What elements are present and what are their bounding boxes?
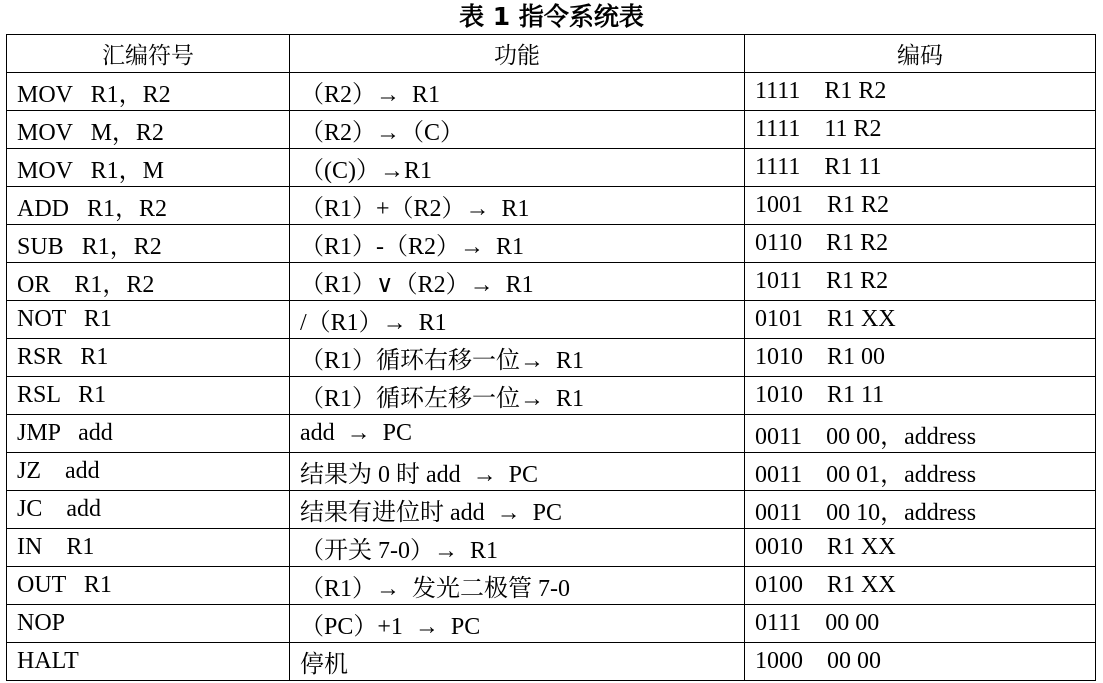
function-cell: （R1）循环右移一位→ R1	[290, 339, 745, 377]
table-row	[7, 73, 1096, 111]
table-row	[7, 605, 1096, 643]
function-cell: （R2）→（C）	[290, 111, 745, 149]
table-row	[7, 567, 1096, 605]
encoding-cell: 0011 00 01，address	[745, 453, 1096, 491]
table-row	[7, 263, 1096, 301]
function-cell: （R1）+（R2）→ R1	[290, 187, 745, 225]
assembly-cell: OUT R1	[7, 567, 290, 605]
encoding-cell: 0101 R1 XX	[745, 301, 1096, 339]
header-function: 功能	[290, 35, 745, 73]
table-row	[7, 643, 1096, 681]
assembly-cell: OR R1，R2	[7, 263, 290, 301]
table-row	[7, 491, 1096, 529]
assembly-cell: MOV R1，M	[7, 149, 290, 187]
function-cell: （R1）-（R2）→ R1	[290, 225, 745, 263]
encoding-cell: 0010 R1 XX	[745, 529, 1096, 567]
encoding-cell: 1001 R1 R2	[745, 187, 1096, 225]
encoding-cell: 1010 R1 11	[745, 377, 1096, 415]
encoding-cell: 0100 R1 XX	[745, 567, 1096, 605]
function-cell: 结果有进位时 add → PC	[290, 491, 745, 529]
table-row	[7, 529, 1096, 567]
function-cell: （开关 7-0）→ R1	[290, 529, 745, 567]
function-cell: /（R1）→ R1	[290, 301, 745, 339]
table-row	[7, 111, 1096, 149]
function-cell: 停机	[290, 643, 745, 681]
instruction-table	[6, 34, 1096, 681]
function-cell: （(C)）→R1	[290, 149, 745, 187]
encoding-cell: 0110 R1 R2	[745, 225, 1096, 263]
encoding-cell: 1011 R1 R2	[745, 263, 1096, 301]
function-cell: （R2）→ R1	[290, 73, 745, 111]
encoding-cell: 1111 11 R2	[745, 111, 1096, 149]
function-cell: add → PC	[290, 415, 745, 453]
assembly-cell: JC add	[7, 491, 290, 529]
function-cell: （PC）+1 → PC	[290, 605, 745, 643]
header-assembly-symbol: 汇编符号	[7, 35, 290, 73]
header-encoding: 编码	[745, 35, 1096, 73]
table-row	[7, 187, 1096, 225]
function-cell: （R1）→ 发光二极管 7-0	[290, 567, 745, 605]
table-row	[7, 149, 1096, 187]
table-row	[7, 415, 1096, 453]
function-cell: （R1）∨（R2）→ R1	[290, 263, 745, 301]
encoding-cell: 1111 R1 11	[745, 149, 1096, 187]
encoding-cell: 1000 00 00	[745, 643, 1096, 681]
table-row	[7, 339, 1096, 377]
function-cell: （R1）循环左移一位→ R1	[290, 377, 745, 415]
assembly-cell: HALT	[7, 643, 290, 681]
header-row	[7, 35, 1096, 73]
assembly-cell: SUB R1，R2	[7, 225, 290, 263]
assembly-cell: MOV R1，R2	[7, 73, 290, 111]
assembly-cell: RSL R1	[7, 377, 290, 415]
assembly-cell: MOV M，R2	[7, 111, 290, 149]
encoding-cell: 0111 00 00	[745, 605, 1096, 643]
table-row	[7, 453, 1096, 491]
assembly-cell: IN R1	[7, 529, 290, 567]
encoding-cell: 1010 R1 00	[745, 339, 1096, 377]
assembly-cell: JZ add	[7, 453, 290, 491]
assembly-cell: NOT R1	[7, 301, 290, 339]
table-row	[7, 377, 1096, 415]
encoding-cell: 0011 00 10，address	[745, 491, 1096, 529]
assembly-cell: RSR R1	[7, 339, 290, 377]
table-row	[7, 225, 1096, 263]
table-caption: 表 1 指令系统表	[459, 2, 644, 31]
assembly-cell: JMP add	[7, 415, 290, 453]
table-row	[7, 301, 1096, 339]
assembly-cell: NOP	[7, 605, 290, 643]
function-cell: 结果为 0 时 add → PC	[290, 453, 745, 491]
encoding-cell: 1111 R1 R2	[745, 73, 1096, 111]
assembly-cell: ADD R1，R2	[7, 187, 290, 225]
encoding-cell: 0011 00 00，address	[745, 415, 1096, 453]
